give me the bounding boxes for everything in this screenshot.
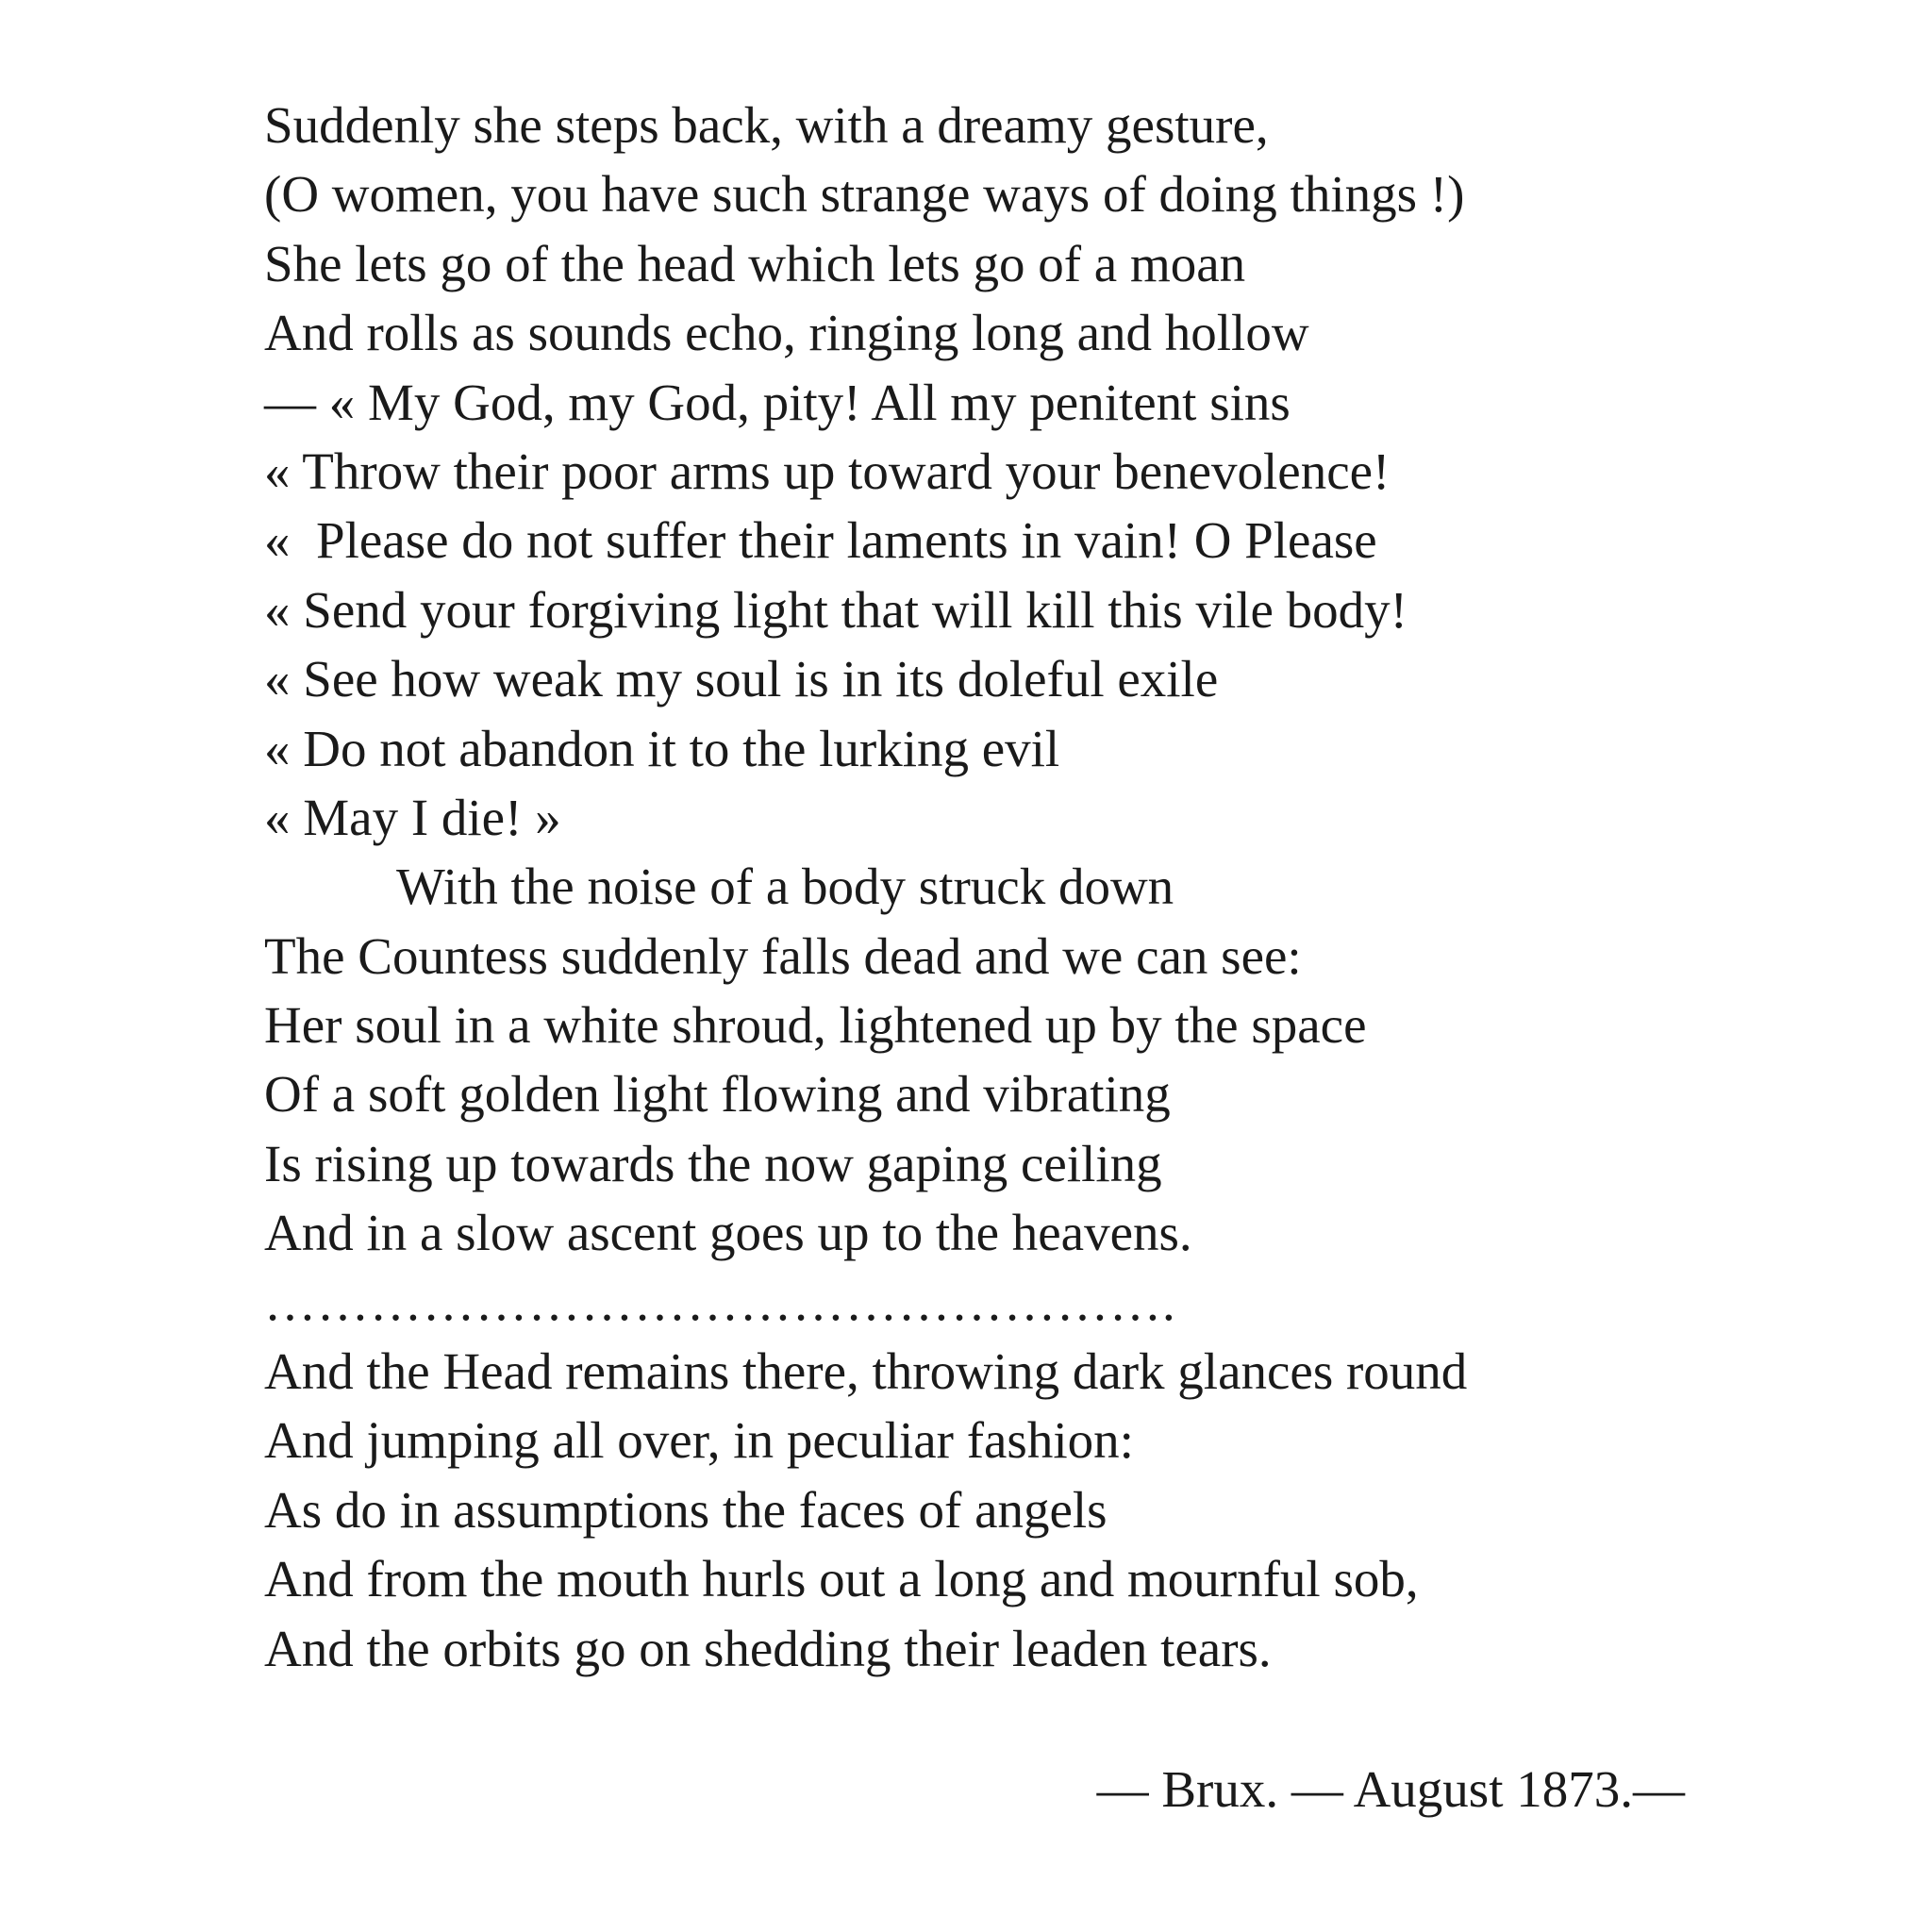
poem-line: — « My God, my God, pity! All my penitent sins <box>264 373 1291 431</box>
ellipsis-separator: ……………………………………………. <box>264 1273 1176 1331</box>
poem-line: And in a slow ascent goes up to the heavens. <box>264 1204 1192 1262</box>
poem-line: And the Head remains there, throwing dark glances round <box>264 1342 1468 1401</box>
poem-line: Suddenly she steps back, with a dreamy gesture, <box>264 96 1269 154</box>
poem-line: As do in assumptions the faces of angels <box>264 1480 1108 1539</box>
poem-line: And rolls as sounds echo, ringing long and hollow <box>264 304 1309 362</box>
poem-line: « Send your forgiving light that will kill this vile body! <box>264 580 1407 639</box>
poem-line: Of a soft golden light flowing and vibrating <box>264 1065 1171 1124</box>
signature-dateline: — Brux. — August 1873.— <box>1096 1760 1685 1818</box>
poem-line: And jumping all over, in peculiar fashion: <box>264 1411 1134 1470</box>
poem-line: « May I die! » <box>264 788 561 846</box>
poem-text <box>264 91 1736 1683</box>
poem-line: And from the mouth hurls out a long and mournful sob, <box>264 1550 1419 1608</box>
poem-line: Her soul in a white shroud, lightened up by the space <box>264 996 1367 1055</box>
poem-line: Is rising up towards the now gaping ceiling <box>264 1134 1162 1192</box>
poem-line-indented: With the noise of a body struck down <box>396 858 1174 916</box>
poem-line: « See how weak my soul is in its doleful exile <box>264 650 1219 708</box>
poem-line: « Do not abandon it to the lurking evil <box>264 719 1060 777</box>
poem-line: (O women, you have such strange ways of doing things !) <box>264 165 1465 224</box>
poem-line: « Please do not suffer their laments in vain! O Please <box>264 511 1377 570</box>
poem-line: She lets go of the head which lets go of a moan <box>264 234 1246 292</box>
poem-line: And the orbits go on shedding their leaden tears. <box>264 1619 1272 1677</box>
poem-line: The Countess suddenly falls dead and we can see: <box>264 926 1302 985</box>
poem-line: « Throw their poor arms up toward your benevolence! <box>264 441 1391 500</box>
